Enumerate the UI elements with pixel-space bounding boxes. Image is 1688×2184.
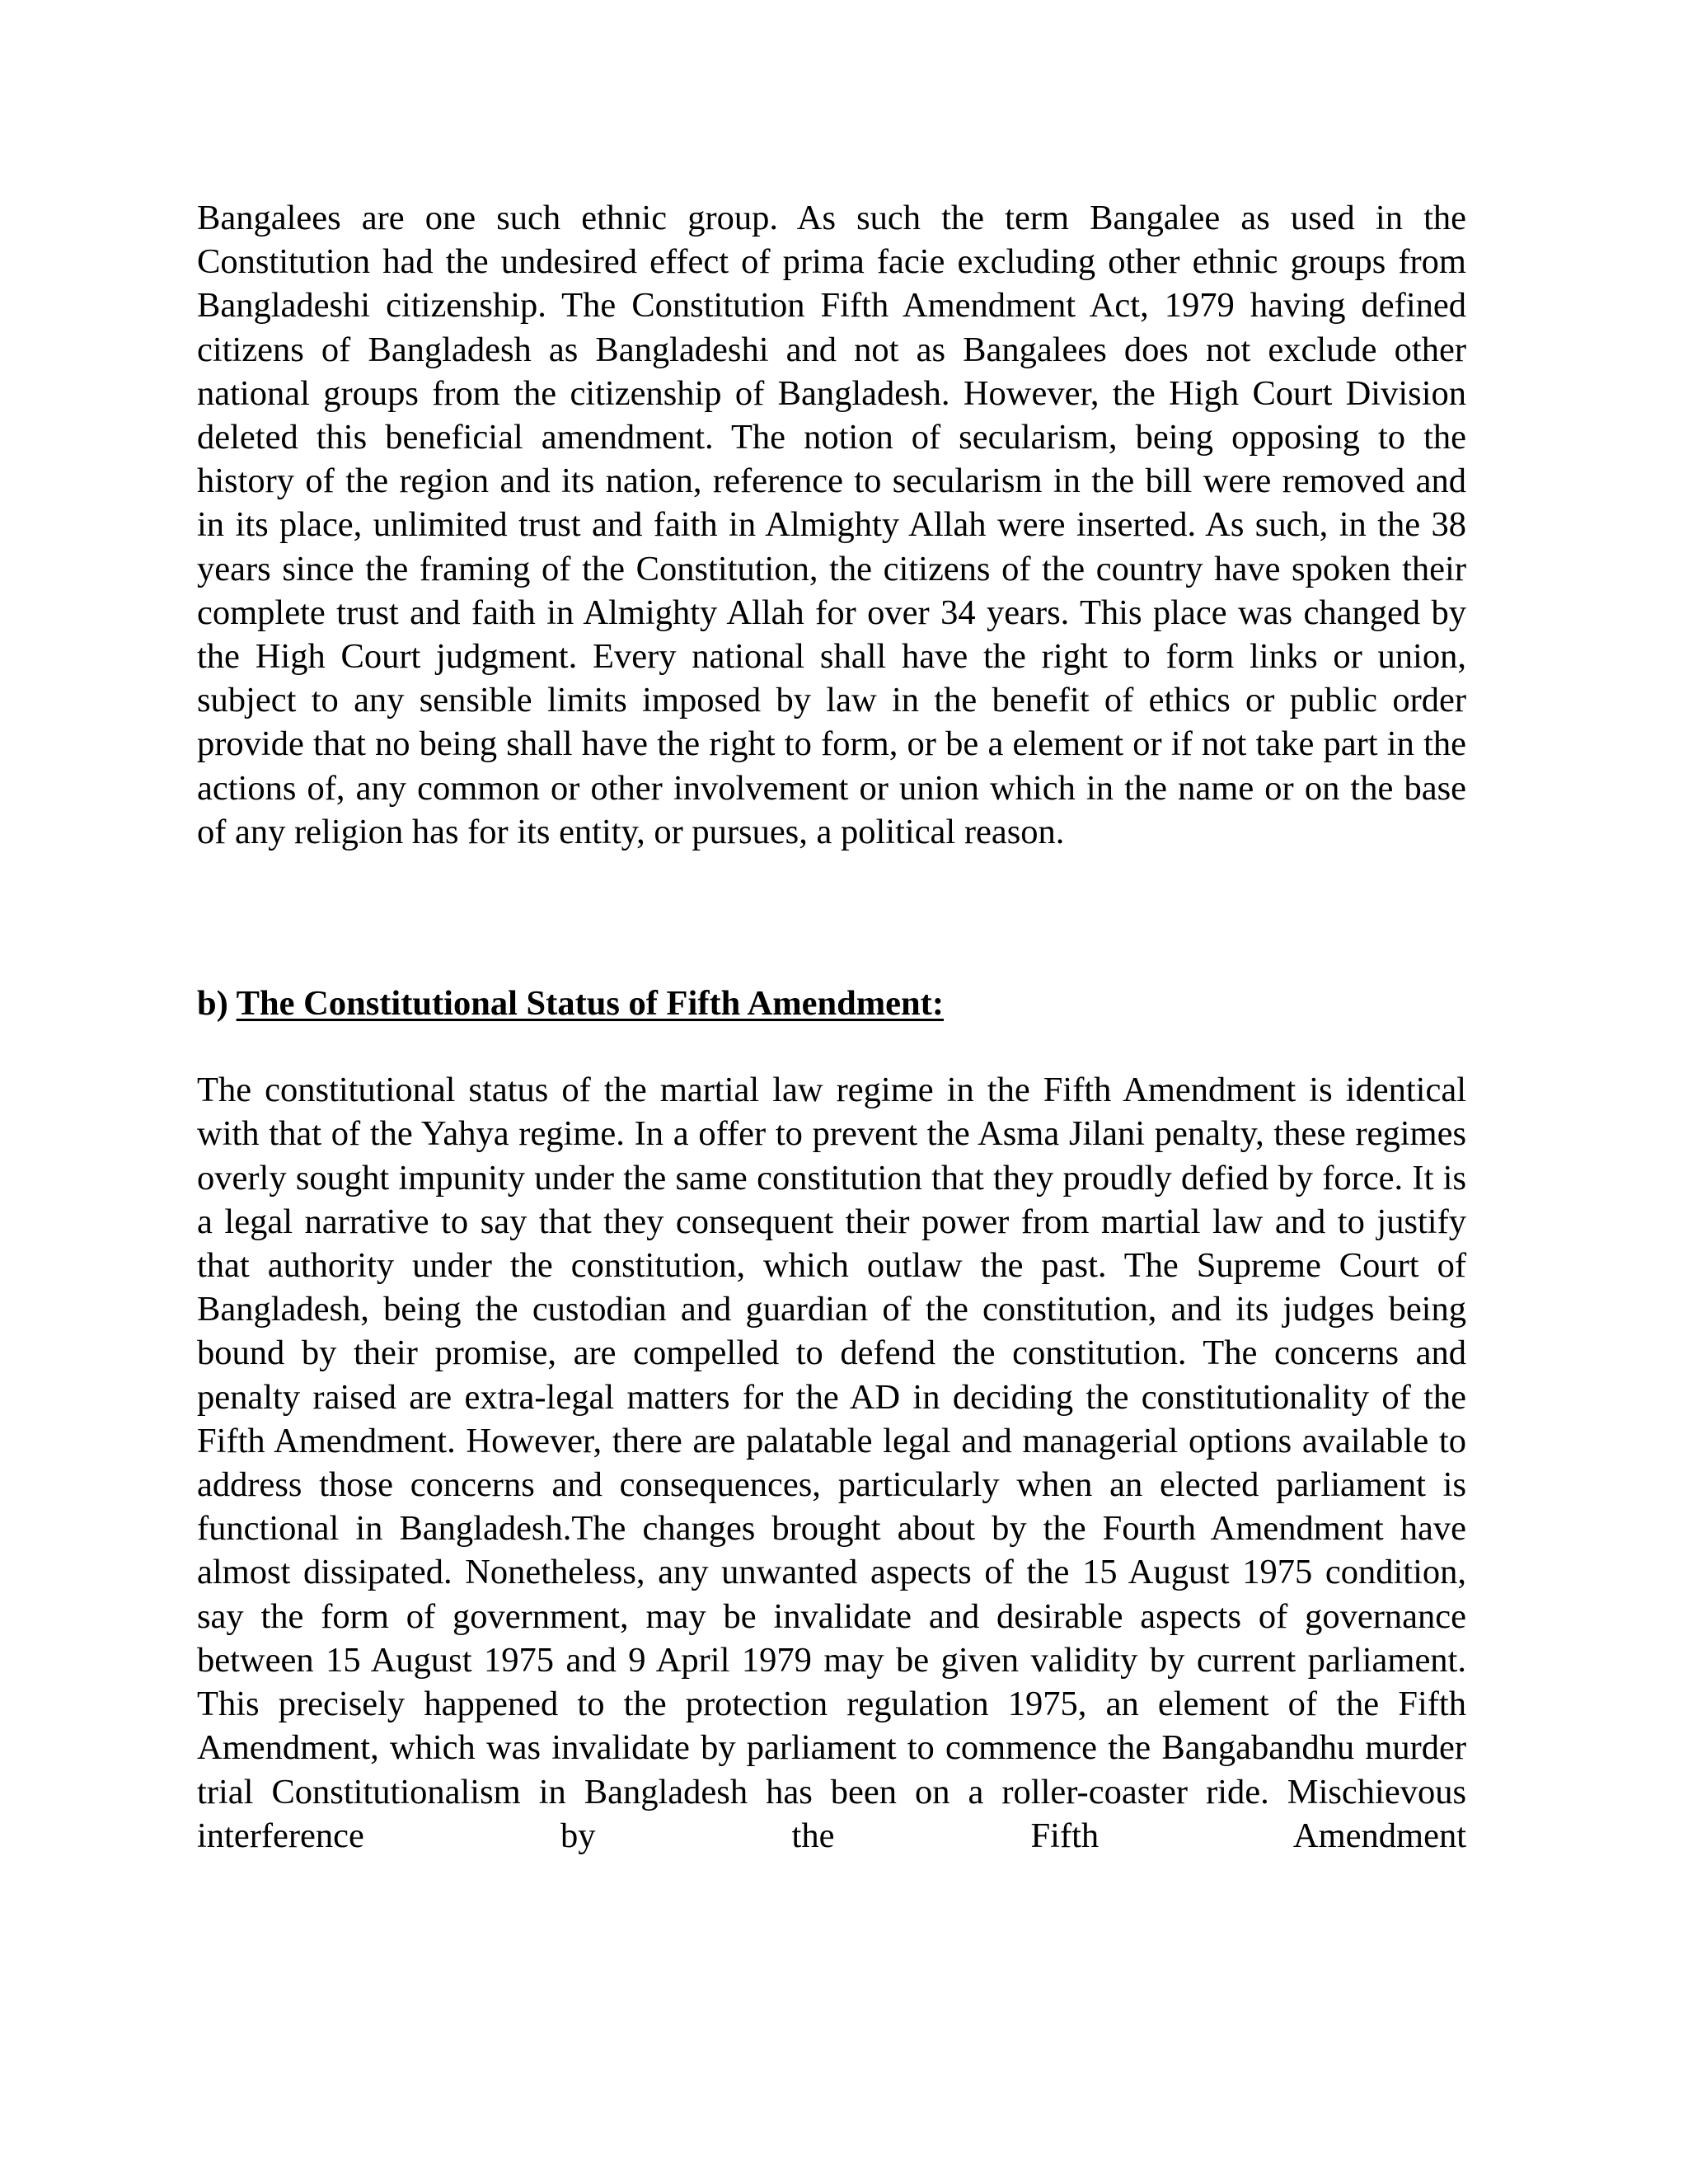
section-heading <box>197 982 1466 1025</box>
section-heading-prefix: b) <box>197 984 237 1024</box>
body-paragraph-2: The constitutional status of the martial law regime in the Fifth Amendment is identical with that of the Yahya regime. In a offer to prevent the Asma Jilani penalty, these regimes overly sought impunity under the same constitution that they proudly defied by force. It is a legal narrative to say that they consequent their power from martial law and to justify that authority under the constitution, which outlaw the past. The Supreme Court of Bangladesh, being the custodian and guardian of the constitution, and its judges being bound by their promise, are compelled to defend the constitution. The concerns and penalty raised are extra-legal matters for the AD in deciding the constitutionality of the Fifth Amendment. However, there are palatable legal and managerial options available to address those concerns and consequences, particularly when an elected parliament is functional in Bangladesh.The changes brought about by the Fourth Amendment have almost dissipated. Nonetheless, any unwanted aspects of the 15 August 1975 condition, say the form of government, may be invalidate and desirable aspects of governance between 15 August 1975 and 9 April 1979 may be given validity by current parliament. This precisely happened to the protection regulation 1975, an element of the Fifth Amendment, which was invalidate by parliament to commence the Bangabandhu murder trial Constitutionalism in Bangladesh has been on a roller-coaster ride. Mischievous interference by the Fifth Amendment <box>197 1071 1466 1855</box>
page-content <box>197 196 1466 1858</box>
body-paragraph-1: Bangalees are one such ethnic group. As such the term Bangalee as used in the Constitution had the undesired effect of prima facie excluding other ethnic groups from Bangladeshi citizenship. The Constitution Fifth Amendment Act, 1979 having defined citizens of Bangladesh as Bangladeshi and not as Bangalees does not exclude other national groups from the citizenship of Bangladesh. However, the High Court Division deleted this beneficial amendment. The notion of secularism, being opposing to the history of the region and its nation, reference to secularism in the bill were removed and in its place, unlimited trust and faith in Almighty Allah were inserted. As such, in the 38 years since the framing of the Constitution, the citizens of the country have spoken their complete trust and faith in Almighty Allah for over 34 years. This place was changed by the High Court judgment. Every national shall have the right to form links or union, subject to any sensible limits imposed by law in the benefit of ethics or public order provide that no being shall have the right to form, or be a element or if not take part in the actions of, any common or other involvement or union which in the name or on the base of any religion has for its entity, or pursues, a political reason. <box>197 199 1466 851</box>
section-heading-title: The Constitutional Status of Fifth Amendment: <box>236 984 944 1024</box>
